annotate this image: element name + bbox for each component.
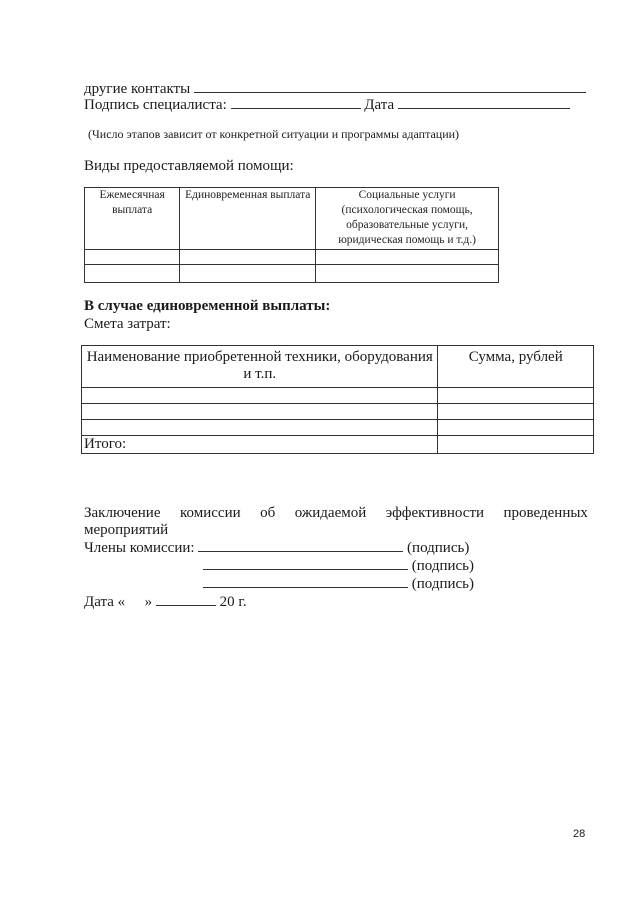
members-label: Члены комиссии: [84,540,195,556]
conclusion-word: Заключение [84,505,161,521]
conclusion-word: ожидаемой [294,505,367,521]
one-time-heading: В случае единовременной выплаты: [84,298,331,314]
month-field[interactable] [156,593,216,606]
table-cell[interactable] [438,420,594,436]
header-cell-one-time: Единовременная выплата [180,188,316,250]
member-signature-field-2[interactable] [203,557,408,570]
estimate-table [81,345,594,454]
conclusion-word: эффективности [385,505,485,521]
table-cell[interactable] [180,250,316,265]
table-row [82,420,594,436]
specialist-signature-field[interactable] [231,96,361,109]
conclusion-word: проведенных [503,505,588,521]
members-row-2 [203,557,474,575]
header-cell-amount: Сумма, рублей [438,346,594,388]
table-cell[interactable] [180,265,316,283]
conclusion-line-2: мероприятий [84,522,169,538]
total-label: Итого: [82,436,438,454]
table-cell[interactable] [82,420,438,436]
header-cell-monthly: Ежемесячная выплата [85,188,180,250]
specialist-date-field[interactable] [398,96,570,109]
conclusion-word: об [260,505,276,521]
table-cell[interactable] [316,265,499,283]
members-row-3 [203,575,474,593]
signature-note: (подпись) [407,540,470,556]
table-row [85,265,499,283]
contacts-field[interactable] [194,80,586,93]
signature-note: (подпись) [411,576,475,592]
members-row-1 [84,539,469,557]
table-cell[interactable] [438,388,594,404]
header-cell-social-services: Социальные услуги (психологическая помощь, образовательные услуги, юридическая помощь и т.д.) [316,188,499,250]
estimate-label: Смета затрат: [84,316,171,332]
table-cell[interactable] [82,388,438,404]
page-number: 28 [573,828,586,840]
table-cell[interactable] [316,250,499,265]
date-mid: » [144,594,153,610]
header-cell-item-name: Наименование приобретенной техники, оборудования и т.п. [82,346,438,388]
table-cell[interactable] [82,404,438,420]
date-prefix: Дата « [84,594,126,610]
contacts-label: другие контакты [84,81,191,97]
table-cell[interactable] [85,265,180,283]
table-row [82,404,594,420]
signature-note: (подпись) [411,558,475,574]
table-header-row [82,346,594,388]
table-cell[interactable] [438,404,594,420]
table-cell[interactable] [85,250,180,265]
specialist-date-label: Дата [364,97,395,113]
table-header-row [85,188,499,250]
total-amount-cell[interactable] [438,436,594,454]
member-signature-field-1[interactable] [198,539,403,552]
table-total-row [82,436,594,454]
help-types-table [84,187,499,283]
specialist-signature-label: Подпись специалиста: [84,97,227,113]
date-year: 20 г. [219,594,247,610]
date-row [84,593,247,611]
specialist-row [84,96,570,114]
help-types-heading: Виды предоставляемой помощи: [84,158,294,174]
table-row [85,250,499,265]
member-signature-field-3[interactable] [203,575,408,588]
conclusion-word: комиссии [180,505,241,521]
conclusion-line-1 [84,505,588,522]
table-row [82,388,594,404]
stages-note: (Число этапов зависит от конкретной ситуации и программы адаптации) [88,127,460,141]
